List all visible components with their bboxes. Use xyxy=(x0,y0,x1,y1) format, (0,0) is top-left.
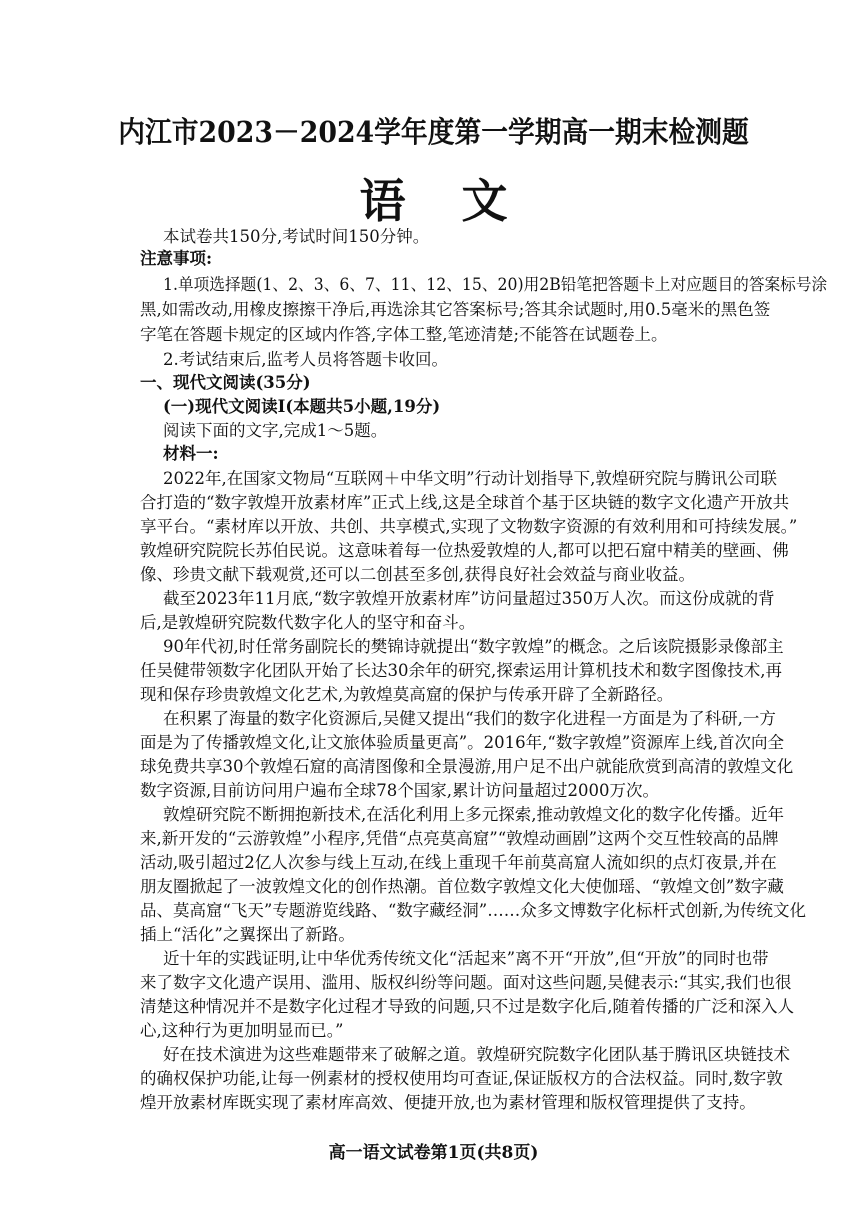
notice-item-2: 2.考试结束后,监考人员将答题卡收回。 xyxy=(163,350,448,369)
passage-line: 2022年,在国家文物局“互联网＋中华文明”行动计划指导下,敦煌研究院与腾讯公司联 xyxy=(163,469,777,488)
passage-line: 球免费共享30个敦煌石窟的高清图像和全景漫游,用户足不出户就能欣赏到高清的敦煌文化 xyxy=(140,757,794,776)
passage-line: 后,是敦煌研究院数代数字化人的坚守和奋斗。 xyxy=(140,613,476,632)
passage-line: 近十年的实践证明,让中华优秀传统文化“活起来”离不开“开放”,但“开放”的同时也带 xyxy=(163,949,769,968)
passage-line: 好在技术演进为这些难题带来了破解之道。敦煌研究院数字化团队基于腾讯区块链技术 xyxy=(163,1045,790,1064)
exam-title: 内江市2023－2024学年度第一学期高一期末检测题 xyxy=(118,115,749,149)
passage-line: 数字资源,目前访问用户遍布全球78个国家,累计访问量超过2000万次。 xyxy=(140,781,659,800)
notice-item-1-line: 字笔在答题卡规定的区域内作答,字体工整,笔迹清楚;不能答在试题卷上。 xyxy=(140,325,668,344)
passage-line: 来了数字文化遗产误用、滥用、版权纠纷等问题。面对这些问题,吴健表示:“其实,我们也很 xyxy=(140,973,792,992)
passage-line: 心,这种行为更加明显而已。” xyxy=(140,1021,344,1040)
passage-line: 敦煌研究院院长苏伯民说。这意味着每一位热爱敦煌的人,都可以把石窟中精美的壁画、佛 xyxy=(140,541,789,560)
passage-line: 合打造的“数字敦煌开放素材库”正式上线,这是全球首个基于区块链的数字文化遗产开放共 xyxy=(140,493,790,512)
passage-line: 90年代初,时任常务副院长的樊锦诗就提出“数字敦煌”的概念。之后该院摄影录像部主 xyxy=(163,637,784,656)
passage-line: 面是为了传播敦煌文化,让文旅体验质量更高”。2016年,“数字敦煌”资源库上线,首次向全 xyxy=(140,733,785,752)
exam-intro: 本试卷共150分,考试时间150分钟。 xyxy=(163,227,430,246)
passage-line: 活动,吸引超过2亿人次参与线上互动,在线上重现千年前莫高窟人流如织的点灯夜景,并在 xyxy=(140,853,777,872)
subject-title: 语文 xyxy=(359,174,564,228)
passage-line: 的确权保护功能,让每一例素材的授权使用均可查证,保证版权方的合法权益。同时,数字敦 xyxy=(140,1069,783,1088)
passage-line: 像、珍贵文献下载观赏,还可以二创甚至多创,获得良好社会效益与商业收益。 xyxy=(140,565,695,584)
passage-line: 插上“活化”之翼探出了新路。 xyxy=(140,925,355,944)
passage-line: 截至2023年11月底,“数字敦煌开放素材库”访问量超过350万人次。而这份成就的背 xyxy=(163,589,775,608)
page-footer: 高一语文试卷第1页(共8页) xyxy=(328,1143,539,1163)
passage-line: 敦煌研究院不断拥抱新技术,在活化利用上多元探索,推动敦煌文化的数字化传播。近年 xyxy=(163,805,784,824)
passage-line: 朋友圈掀起了一波敦煌文化的创作热潮。首位数字敦煌文化大使伽瑶、“敦煌文创”数字藏 xyxy=(140,877,784,896)
reading-instruction: 阅读下面的文字,完成1～5题。 xyxy=(163,421,388,440)
passage-line: 品、莫高窟“飞天”专题游览线路、“数字藏经洞”……众多文博数字化标杆式创新,为传统文化 xyxy=(140,901,806,920)
notice-item-1-line: 1.单项选择题(1、2、3、6、7、11、12、15、20)用2B铅笔把答题卡上对应题目的答案标号涂 xyxy=(163,275,828,294)
section-heading: 一、现代文阅读(35分) xyxy=(140,373,311,392)
subsection-heading: (一)现代文阅读Ⅰ(本题共5小题,19分) xyxy=(163,397,441,416)
passage-line: 现和保存珍贵敦煌文化艺术,为敦煌莫高窟的保护与传承开辟了全新路径。 xyxy=(140,685,674,704)
passage-line: 来,新开发的“云游敦煌”小程序,凭借“点亮莫高窟”“敦煌动画剧”这两个交互性较高的品牌 xyxy=(140,829,779,848)
passage-line: 煌开放素材库既实现了素材库高效、便捷开放,也为素材管理和版权管理提供了支持。 xyxy=(140,1093,756,1112)
notice-heading: 注意事项: xyxy=(140,249,213,268)
passage-line: 清楚这种情况并不是数字化过程才导致的问题,只不过是数字化后,随着传播的广泛和深入人 xyxy=(140,997,794,1016)
material-label: 材料一: xyxy=(163,444,219,463)
passage-line: 任吴健带领数字化团队开始了长达30余年的研究,探索运用计算机技术和数字图像技术,再 xyxy=(140,661,782,680)
passage-line: 享平台。“素材库以开放、共创、共享模式,实现了文物数字资源的有效利用和可持续发展。” xyxy=(140,517,798,536)
notice-item-1-line: 黑,如需改动,用橡皮擦擦干净后,再选涂其它答案标号;答其余试题时,用0.5毫米的黑色签 xyxy=(140,300,771,319)
passage-line: 在积累了海量的数字化资源后,吴健又提出“我们的数字化进程一方面是为了科研,一方 xyxy=(163,709,776,728)
